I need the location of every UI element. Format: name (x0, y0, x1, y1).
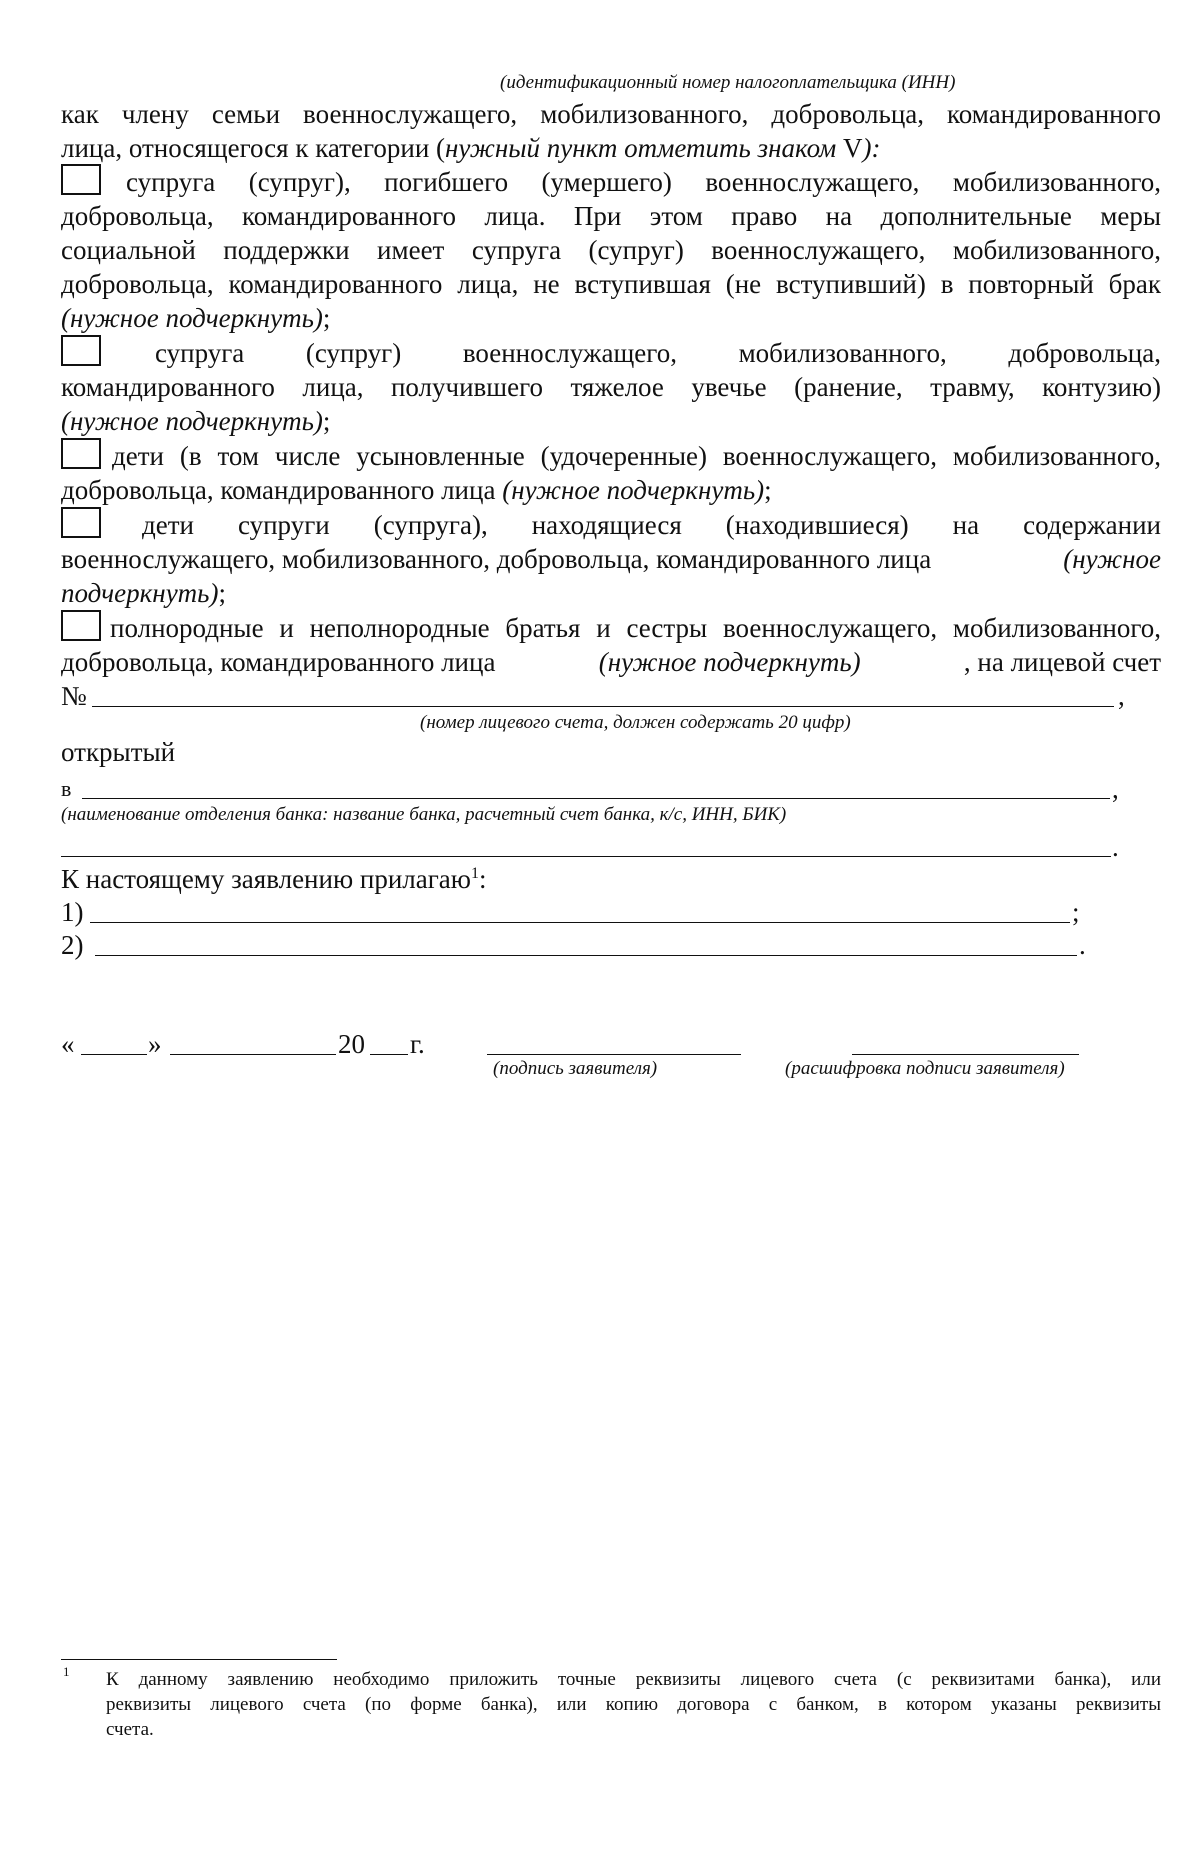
bank-details-field[interactable] (61, 856, 1111, 857)
checkbox-spouse-injured[interactable] (61, 335, 101, 366)
footnote-marker: 1 (63, 1664, 70, 1679)
signature-decode-caption: (расшифровка подписи заявителя) (785, 1058, 1065, 1079)
checkbox-spouse-deceased[interactable] (61, 164, 101, 195)
option-1-line-2: добровольца, командированного лица. При этом право на дополнительные меры (61, 201, 1161, 231)
intro-line-2: лица, относящегося к категории (нужный пункт отметить знаком V): (61, 133, 881, 163)
attachment-1-end: ; (1072, 897, 1080, 927)
option-3-line-2: добровольца, командированного лица (нужное подчеркнуть); (61, 475, 772, 505)
option-5-line-1: полнородные и неполнородные братья и сестры военнослужащего, мобилизованного, (110, 613, 1161, 643)
option-5-line-2: добровольца, командированного лица (нужное подчеркнуть) , на лицевой счет (61, 647, 1161, 677)
month-field[interactable] (170, 1054, 336, 1055)
bank-period: . (1112, 832, 1119, 862)
option-2-line-1: супруга (супруг) военнослужащего, мобилизованного, добровольца, (155, 338, 1161, 368)
option-4-note: подчеркнуть); (61, 578, 226, 608)
bank-prefix: в (61, 776, 72, 801)
option-2-note: (нужное подчеркнуть); (61, 406, 331, 436)
account-number-sign: № (61, 681, 87, 711)
attachment-1-label: 1) (61, 897, 84, 927)
year-suffix: г. (410, 1029, 425, 1059)
option-2-line-2: командированного лица, получившего тяжелое увечье (ранение, травму, контузию) (61, 372, 1161, 402)
option-1-line-4: добровольца, командированного лица, не вступившая (не вступивший) в повторный брак (61, 269, 1161, 299)
attachment-2-label: 2) (61, 930, 84, 960)
option-1-note: (нужное подчеркнуть); (61, 303, 331, 333)
footnote-line-3: счета. (106, 1719, 154, 1740)
footnote-line-2: реквизиты лицевого счета (по форме банка), или копию договора с банком, в котором указаны реквизиты (106, 1694, 1161, 1715)
checkbox-children[interactable] (61, 438, 101, 469)
checkbox-siblings[interactable] (61, 610, 101, 641)
account-number-caption: (номер лицевого счета, должен содержать 20 цифр) (420, 712, 851, 733)
attachment-1-field[interactable] (90, 922, 1070, 923)
footnote-line-1: К данному заявлению необходимо приложить точные реквизиты лицевого счета (с реквизитами банка), или (106, 1669, 1161, 1690)
bank-comma: , (1112, 774, 1119, 804)
signature-caption: (подпись заявителя) (493, 1058, 658, 1079)
day-field[interactable] (81, 1054, 147, 1055)
opened-label: открытый (61, 737, 176, 767)
attachment-2-end: . (1079, 930, 1086, 960)
inn-caption: (идентификационный номер налогоплательщика (ИНН) (500, 72, 956, 93)
option-3-line-1: дети (в том числе усыновленные (удочеренные) военнослужащего, мобилизованного, (112, 441, 1161, 471)
signature-field[interactable] (487, 1054, 741, 1055)
option-4-line-2: военнослужащего, мобилизованного, добровольца, командированного лица (нужное (61, 544, 1161, 574)
option-4-line-1: дети супруги (супруга), находящиеся (находившиеся) на содержании (142, 510, 1161, 540)
bank-caption: (наименование отделения банка: название банка, расчетный счет банка, к/с, ИНН, БИК) (61, 804, 787, 825)
date-quote-open: « (61, 1029, 75, 1059)
option-1-line-3: социальной поддержки имеет супруга (супруг) военнослужащего, мобилизованного, (61, 235, 1161, 265)
checkbox-spouse-children[interactable] (61, 507, 101, 538)
date-quote-close: » (148, 1029, 162, 1059)
year-prefix: 20 (338, 1029, 365, 1059)
signature-decode-field[interactable] (852, 1054, 1079, 1055)
account-comma: , (1118, 681, 1125, 711)
footnote-separator (61, 1659, 337, 1660)
year-field[interactable] (370, 1054, 408, 1055)
bank-details-field-tail (1080, 856, 1110, 857)
attachment-2-field[interactable] (95, 955, 1077, 956)
attachments-title: К настоящему заявлению прилагаю$^1$: (61, 864, 487, 894)
bank-name-field[interactable] (82, 798, 1110, 799)
intro-line-1: как члену семьи военнослужащего, мобилизованного, добровольца, командированного (61, 99, 1161, 129)
option-1-line-1: супруга (супруг), погибшего (умершего) военнослужащего, мобилизованного, (126, 167, 1161, 197)
account-number-field[interactable] (92, 706, 1114, 707)
